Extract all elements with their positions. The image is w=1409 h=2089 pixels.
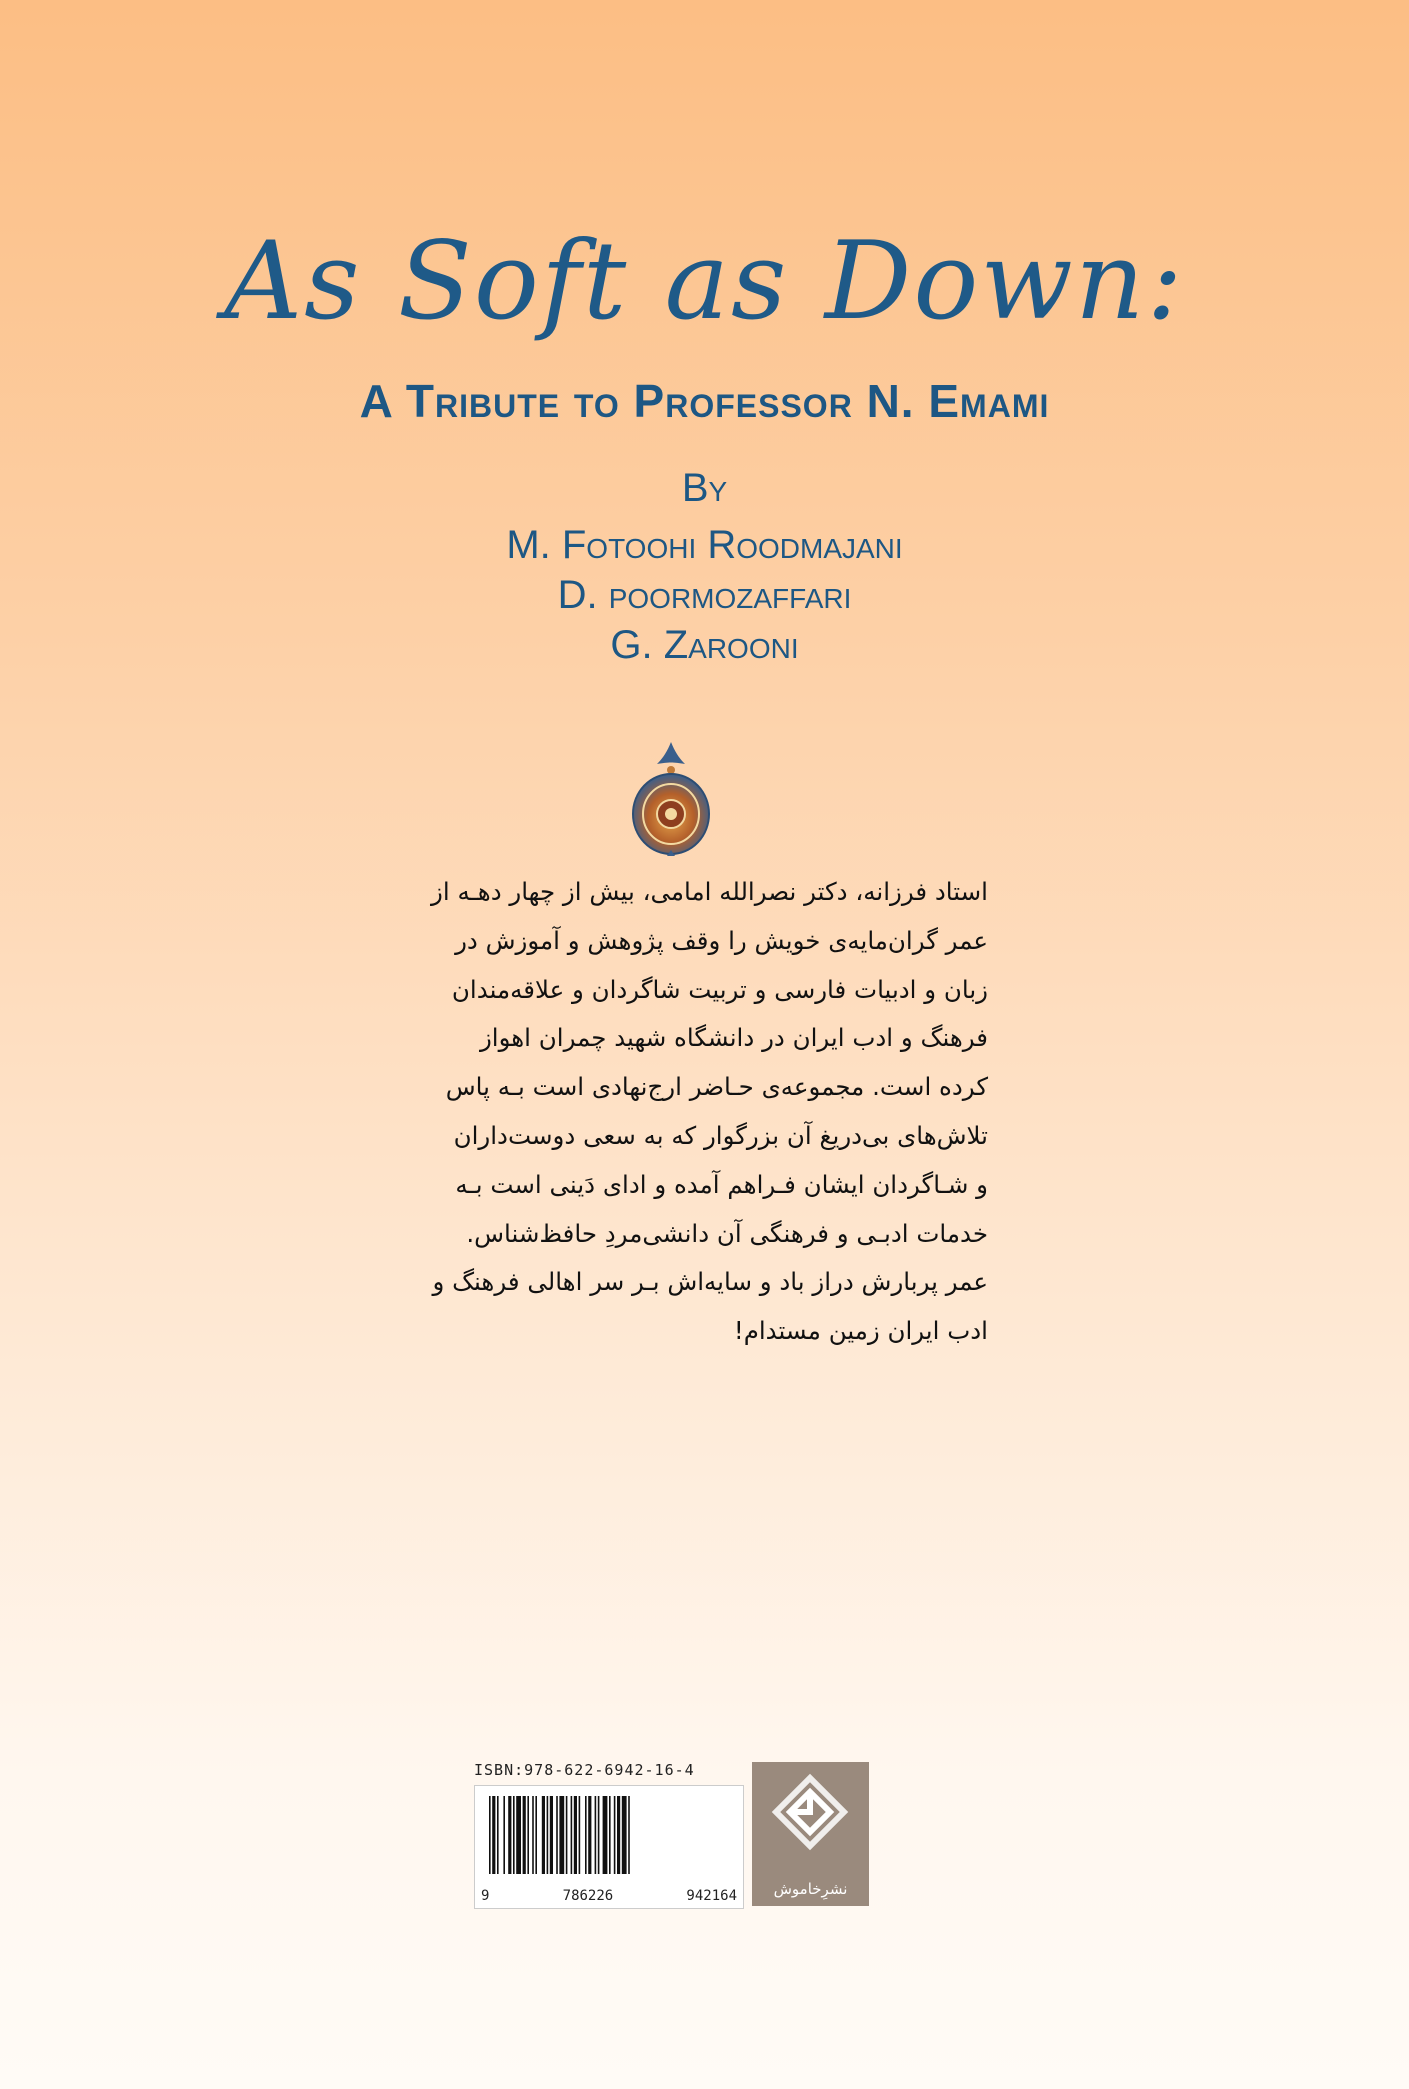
barcode-bar — [503, 1796, 505, 1874]
barcode-bar — [547, 1796, 549, 1874]
barcode-bar — [579, 1796, 581, 1874]
description-line: فرهنگ و ادب ایران در دانشگاه شهید چمران اهواز — [479, 1023, 988, 1053]
description-line: عمر گران‌مایه‌ی خویش را وقف پژوهش و آموزش در — [455, 925, 988, 955]
barcode-bar — [497, 1796, 499, 1874]
description-text — [428, 868, 988, 1356]
isbn-label: ISBN:978-622-6942-16-4 — [474, 1761, 695, 1779]
barcode-bar — [595, 1796, 597, 1874]
description-line: خدمات ادبـی و فرهنگی آن دانشی‌مردِ حافظ‌شناس. — [466, 1218, 988, 1248]
barcode-bar — [622, 1796, 627, 1874]
barcode-bar — [598, 1796, 600, 1874]
barcode-bar — [603, 1796, 608, 1874]
barcode-bar — [527, 1796, 529, 1874]
book-title: As Soft as Down: — [224, 219, 1185, 344]
barcode-bar — [535, 1796, 537, 1874]
publisher-logo — [752, 1762, 869, 1906]
description-line: ادب ایران زمین مستدام! — [733, 1316, 988, 1346]
description-line: عمر پربارش دراز باد و سایه‌اش بـر سر اهالی فرهنگ و — [432, 1267, 988, 1297]
barcode-bar — [574, 1796, 577, 1874]
authors-list — [0, 520, 1409, 670]
barcode-bar — [489, 1796, 491, 1874]
description-line: تلاش‌های بی‌دریغ آن بزرگوار که به سعی دوست‌داران — [453, 1120, 988, 1150]
barcode-bar — [614, 1796, 616, 1874]
barcode-bar — [609, 1796, 611, 1874]
barcode-bar — [585, 1796, 587, 1874]
barcode-bar — [571, 1796, 573, 1874]
barcode-bar — [513, 1796, 515, 1874]
barcode-bar — [516, 1796, 521, 1874]
publisher-logo-icon — [770, 1772, 851, 1860]
book-subtitle: A Tribute to Professor N. Emami — [359, 375, 1050, 427]
barcode-bars — [485, 1796, 733, 1882]
barcode-digit-group: 786226 — [562, 1888, 614, 1904]
barcode-bar — [550, 1796, 553, 1874]
publisher-name: نشرِخاموش — [773, 1880, 848, 1898]
author-name: D. poormozaffari — [557, 573, 852, 617]
barcode — [474, 1785, 744, 1909]
description-line: کرده است. مجموعه‌ی حـاضر ارج‌نهادی است بـه پاس — [445, 1072, 988, 1102]
barcode-bar — [542, 1796, 545, 1874]
by-label: By — [681, 466, 728, 510]
description-line: و شـاگردان ایشان فـراهم آمده و ادای دَینی است بـه — [455, 1169, 988, 1199]
description-line: زبان و ادبیات فارسی و تربیت شاگردان و علاقه‌مندان — [451, 974, 988, 1004]
barcode-bar — [628, 1796, 630, 1874]
barcode-bar — [532, 1796, 534, 1874]
author-name: M. Fotoohi Roodmajani — [506, 523, 903, 567]
author-name: G. Zarooni — [610, 623, 799, 667]
barcode-bar — [617, 1796, 620, 1874]
barcode-bar — [556, 1796, 558, 1874]
barcode-bar — [559, 1796, 564, 1874]
barcode-digits — [481, 1888, 737, 1904]
barcode-bar — [523, 1796, 526, 1874]
description-line: استاد فرزانه، دکتر نصرالله امامی، بیش از چهار دهـه از — [431, 877, 988, 906]
barcode-digit-group: 9 — [481, 1888, 490, 1904]
barcode-digit-group: 942164 — [686, 1888, 737, 1904]
barcode-bar — [492, 1796, 495, 1874]
barcode-bar — [508, 1796, 511, 1874]
ornate-medallion-icon — [629, 740, 713, 858]
barcode-bar — [566, 1796, 568, 1874]
barcode-bar — [588, 1796, 591, 1874]
